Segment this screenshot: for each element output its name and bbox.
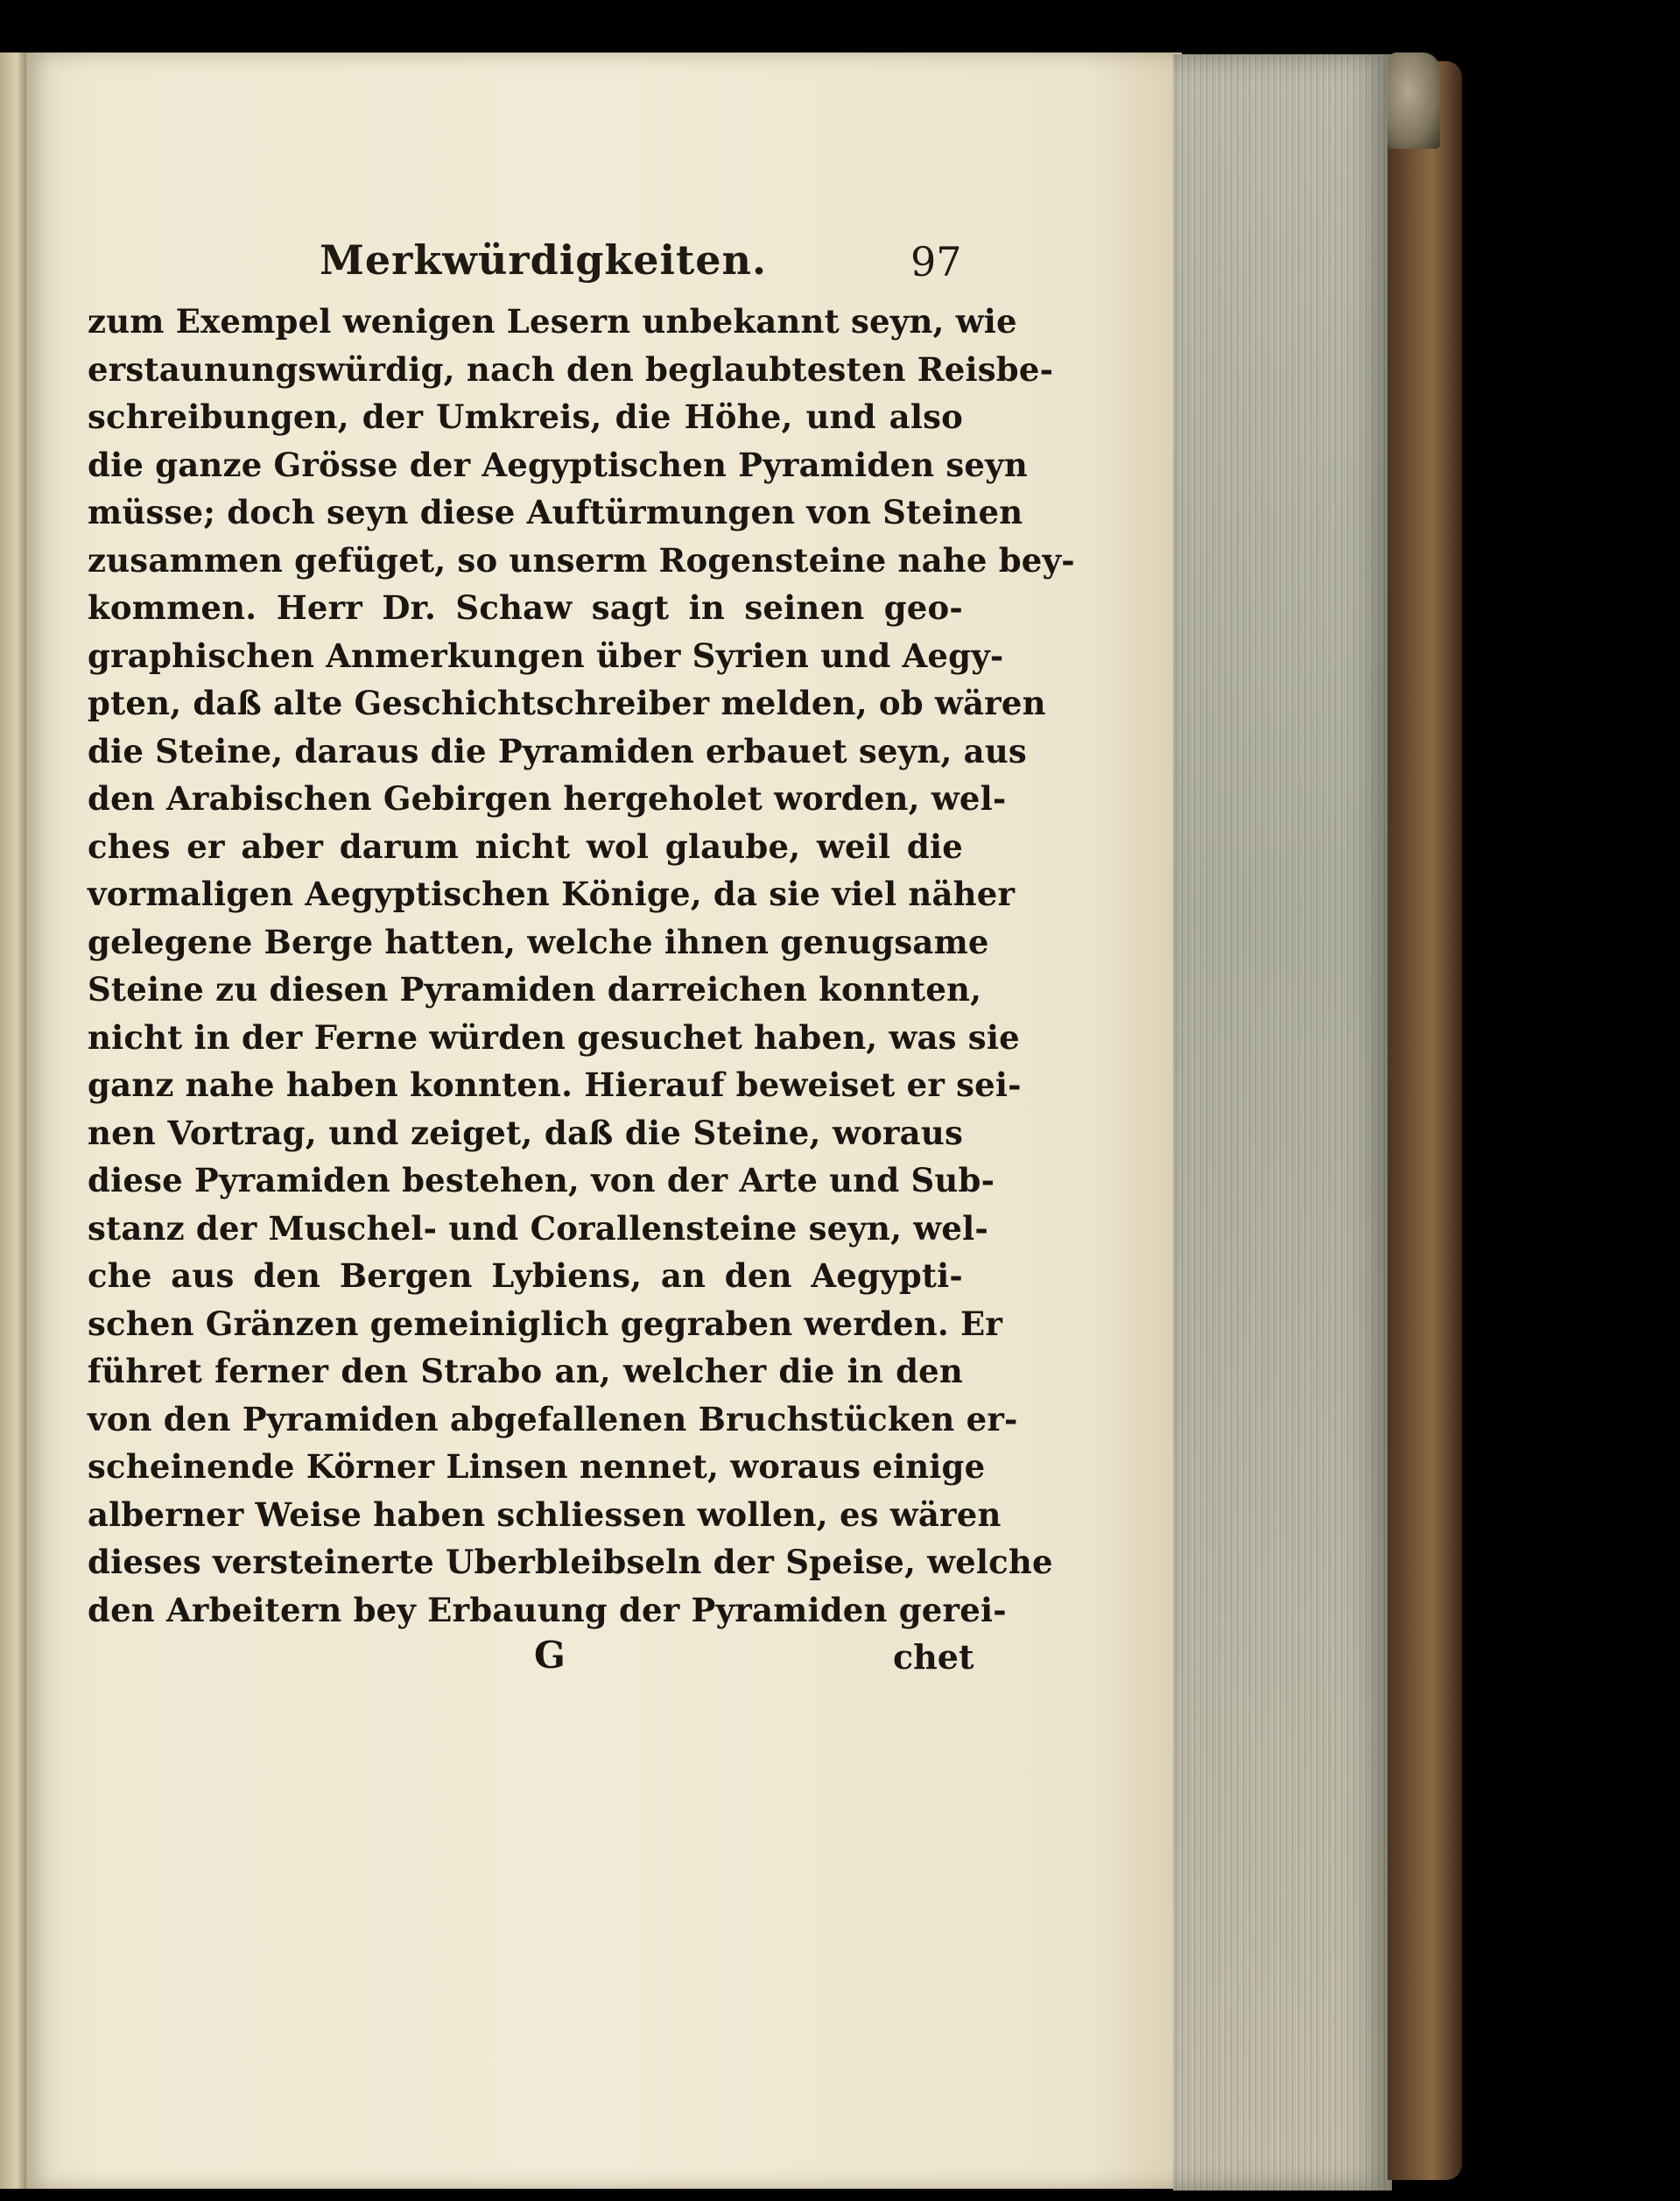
text-line: scheinende Körner Linsen nennet, woraus einige [88, 1447, 986, 1486]
text-line: gelegene Berge hatten, welche ihnen genugsame [88, 922, 989, 961]
text-line: stanz der Muschel- und Corallensteine seyn, wel- [88, 1208, 988, 1248]
text-line: müsse; doch seyn diese Auftürmungen von Steinen [88, 493, 1023, 531]
text-line: dieses versteinerte Uberbleibseln der Speise, welche [88, 1543, 1053, 1581]
text-line: schreibungen, der Umkreis, die Höhe, und also [88, 397, 963, 436]
cover-corner [1388, 53, 1440, 149]
text-line: alberner Weise haben schliessen wollen, es wären [88, 1494, 1002, 1534]
text-line: nicht in der Ferne würden gesuchet haben, was sie [88, 1017, 1020, 1057]
page-fore-edge [1173, 54, 1392, 2190]
page-footer [88, 1634, 974, 1686]
text-line: zusammen gefüget, so unserm Rogensteine nahe bey- [88, 540, 1075, 580]
text-line: die ganze Grösse der Aegyptischen Pyramiden seyn [88, 445, 1028, 484]
page-number: 97 [910, 238, 962, 285]
body-text [88, 298, 1075, 1634]
text-line: den Arbeitern bey Erbauung der Pyramiden gerei- [88, 1590, 1007, 1629]
text-line: diese Pyramiden bestehen, von der Arte und Sub- [88, 1161, 995, 1199]
text-line: che aus den Bergen Lybiens, an den Aegypti- [88, 1256, 963, 1295]
text-line: schen Gränzen gemeiniglich gegraben werden. Er [88, 1304, 1003, 1343]
text-line: nen Vortrag, und zeiget, daß die Steine, woraus [88, 1113, 963, 1152]
signature-mark: G [534, 1634, 566, 1677]
page-header [88, 236, 963, 292]
text-line: Steine zu diesen Pyramiden darreichen konnten, [88, 970, 982, 1009]
text-line: von den Pyramiden abgefallenen Bruchstücken er- [88, 1399, 1018, 1438]
adjacent-page-edge [0, 53, 28, 2189]
text-line: kommen. Herr Dr. Schaw sagt in seinen geo- [88, 588, 963, 627]
text-line: ches er aber darum nicht wol glaube, weil die [88, 826, 963, 866]
text-line: vormaligen Aegyptischen Könige, da sie viel näher [88, 875, 1016, 913]
text-line: den Arabischen Gebirgen hergeholet worden, wel- [88, 779, 1007, 818]
leather-cover [1388, 61, 1462, 2180]
text-line: graphischen Anmerkungen über Syrien und Aegy- [88, 636, 1004, 675]
catchword: chet [893, 1637, 974, 1677]
text-line: pten, daß alte Geschichtschreiber melden, ob wären [88, 684, 1046, 722]
text-line: zum Exempel wenigen Lesern unbekannt seyn, wie [88, 302, 1017, 341]
text-block [88, 236, 1075, 1686]
text-line: ganz nahe haben konnten. Hierauf beweiset er sei- [88, 1065, 1022, 1104]
running-head: Merkwürdigkeiten. [320, 236, 767, 284]
text-line: führet ferner den Strabo an, welcher die in den [88, 1352, 963, 1390]
text-line: erstaunungswürdig, nach den beglaubtesten Reisbe- [88, 349, 1054, 389]
text-line: die Steine, daraus die Pyramiden erbauet seyn, aus [88, 731, 1027, 770]
